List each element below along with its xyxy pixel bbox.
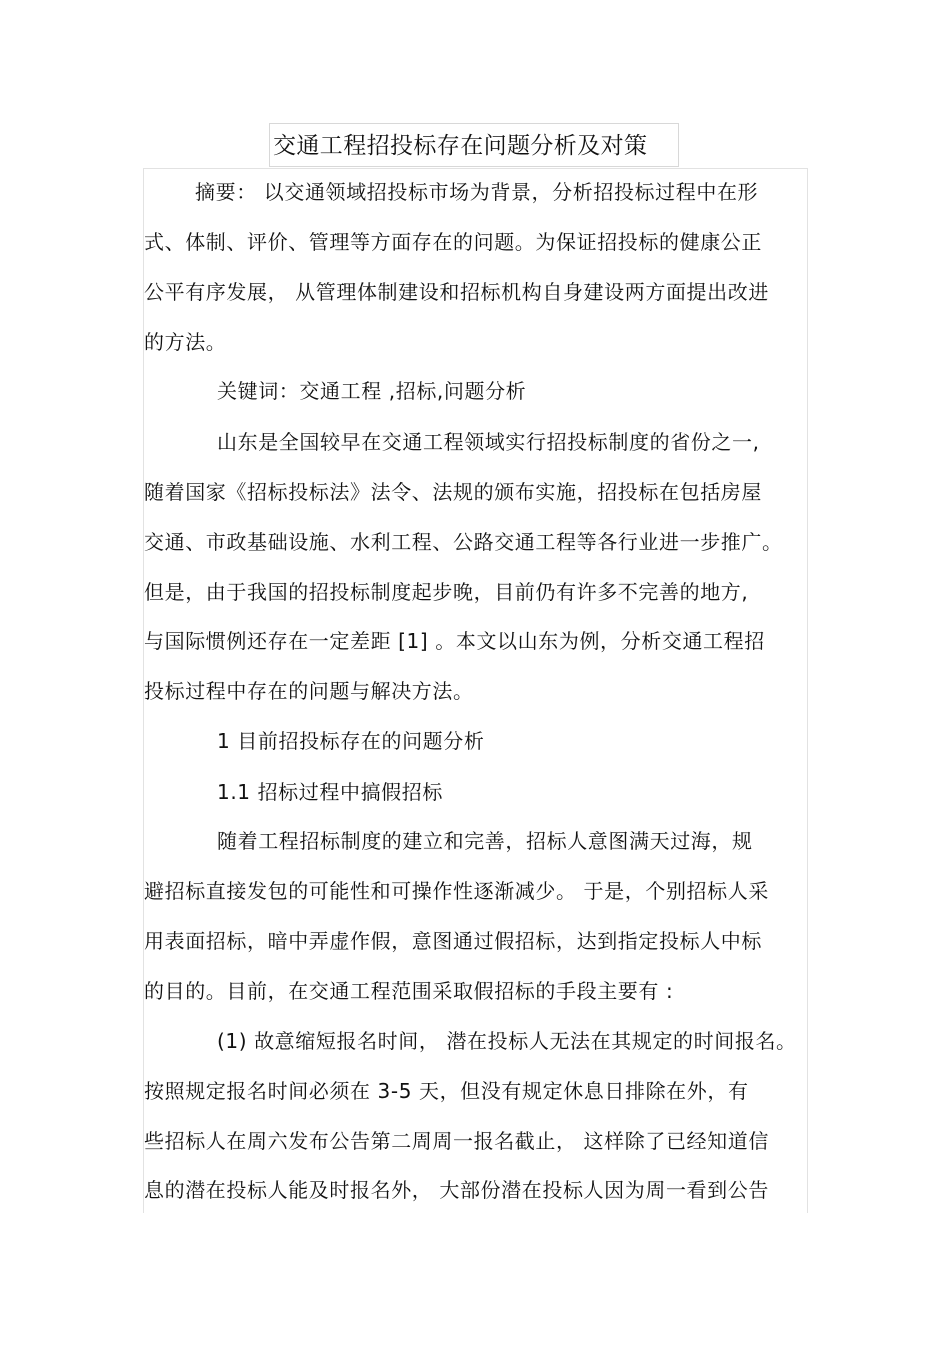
intro-line-2: 随着国家《招标投标法》法令、法规的颁布实施，招投标在包括房屋 (144, 480, 762, 504)
keywords-line: 关键词：交通工程 ,招标,问题分析 (217, 379, 527, 403)
section-1-1-line-1: 随着工程招标制度的建立和完善，招标人意图满天过海，规 (217, 829, 753, 853)
intro-line-5: 与国际惯例还存在一定差距 [1] 。本文以山东为例，分析交通工程招 (144, 629, 765, 653)
item-1-line-4: 息的潜在投标人能及时报名外， 大部份潜在投标人因为周一看到公告 (144, 1178, 769, 1202)
intro-line-1: 山东是全国较早在交通工程领域实行招投标制度的省份之一, (217, 430, 760, 454)
intro-line-4: 但是，由于我国的招投标制度起步晚，目前仍有许多不完善的地方, (144, 580, 749, 604)
item-1-line-3: 些招标人在周六发布公告第二周周一报名截止， 这样除了已经知道信 (144, 1129, 769, 1153)
intro-line-3: 交通、市政基础设施、水利工程、公路交通工程等各行业进一步推广。 (144, 530, 783, 554)
section-1-1-line-2: 避招标直接发包的可能性和可操作性逐渐减少。 于是，个别招标人采 (144, 879, 769, 903)
abstract-line-4: 的方法。 (144, 330, 227, 354)
abstract-line-1: 摘要： 以交通领域招投标市场为背景，分析招投标过程中在形 (195, 180, 759, 204)
section-1-1-line-4: 的目的。目前，在交通工程范围采取假招标的手段主要有 : (144, 979, 674, 1003)
document-title-box (269, 123, 679, 167)
section-1-1-line-3: 用表面招标，暗中弄虚作假，意图通过假招标，达到指定投标人中标 (144, 929, 762, 953)
subsection-heading-1-1: 1.1 招标过程中搞假招标 (217, 780, 443, 804)
item-1-line-2: 按照规定报名时间必须在 3-5 天，但没有规定休息日排除在外，有 (144, 1079, 749, 1103)
document-title: 交通工程招投标存在问题分析及对策 (273, 133, 648, 159)
intro-line-6: 投标过程中存在的问题与解决方法。 (144, 679, 474, 703)
abstract-line-2: 式、体制、评价、管理等方面存在的问题。为保证招投标的健康公正 (144, 230, 762, 254)
item-1-line-1: (1) 故意缩短报名时间， 潜在投标人无法在其规定的时间报名。 (217, 1029, 797, 1053)
section-heading-1: 1 目前招投标存在的问题分析 (217, 729, 485, 753)
abstract-line-3: 公平有序发展， 从管理体制建设和招标机构自身建设两方面提出改进 (144, 280, 769, 304)
